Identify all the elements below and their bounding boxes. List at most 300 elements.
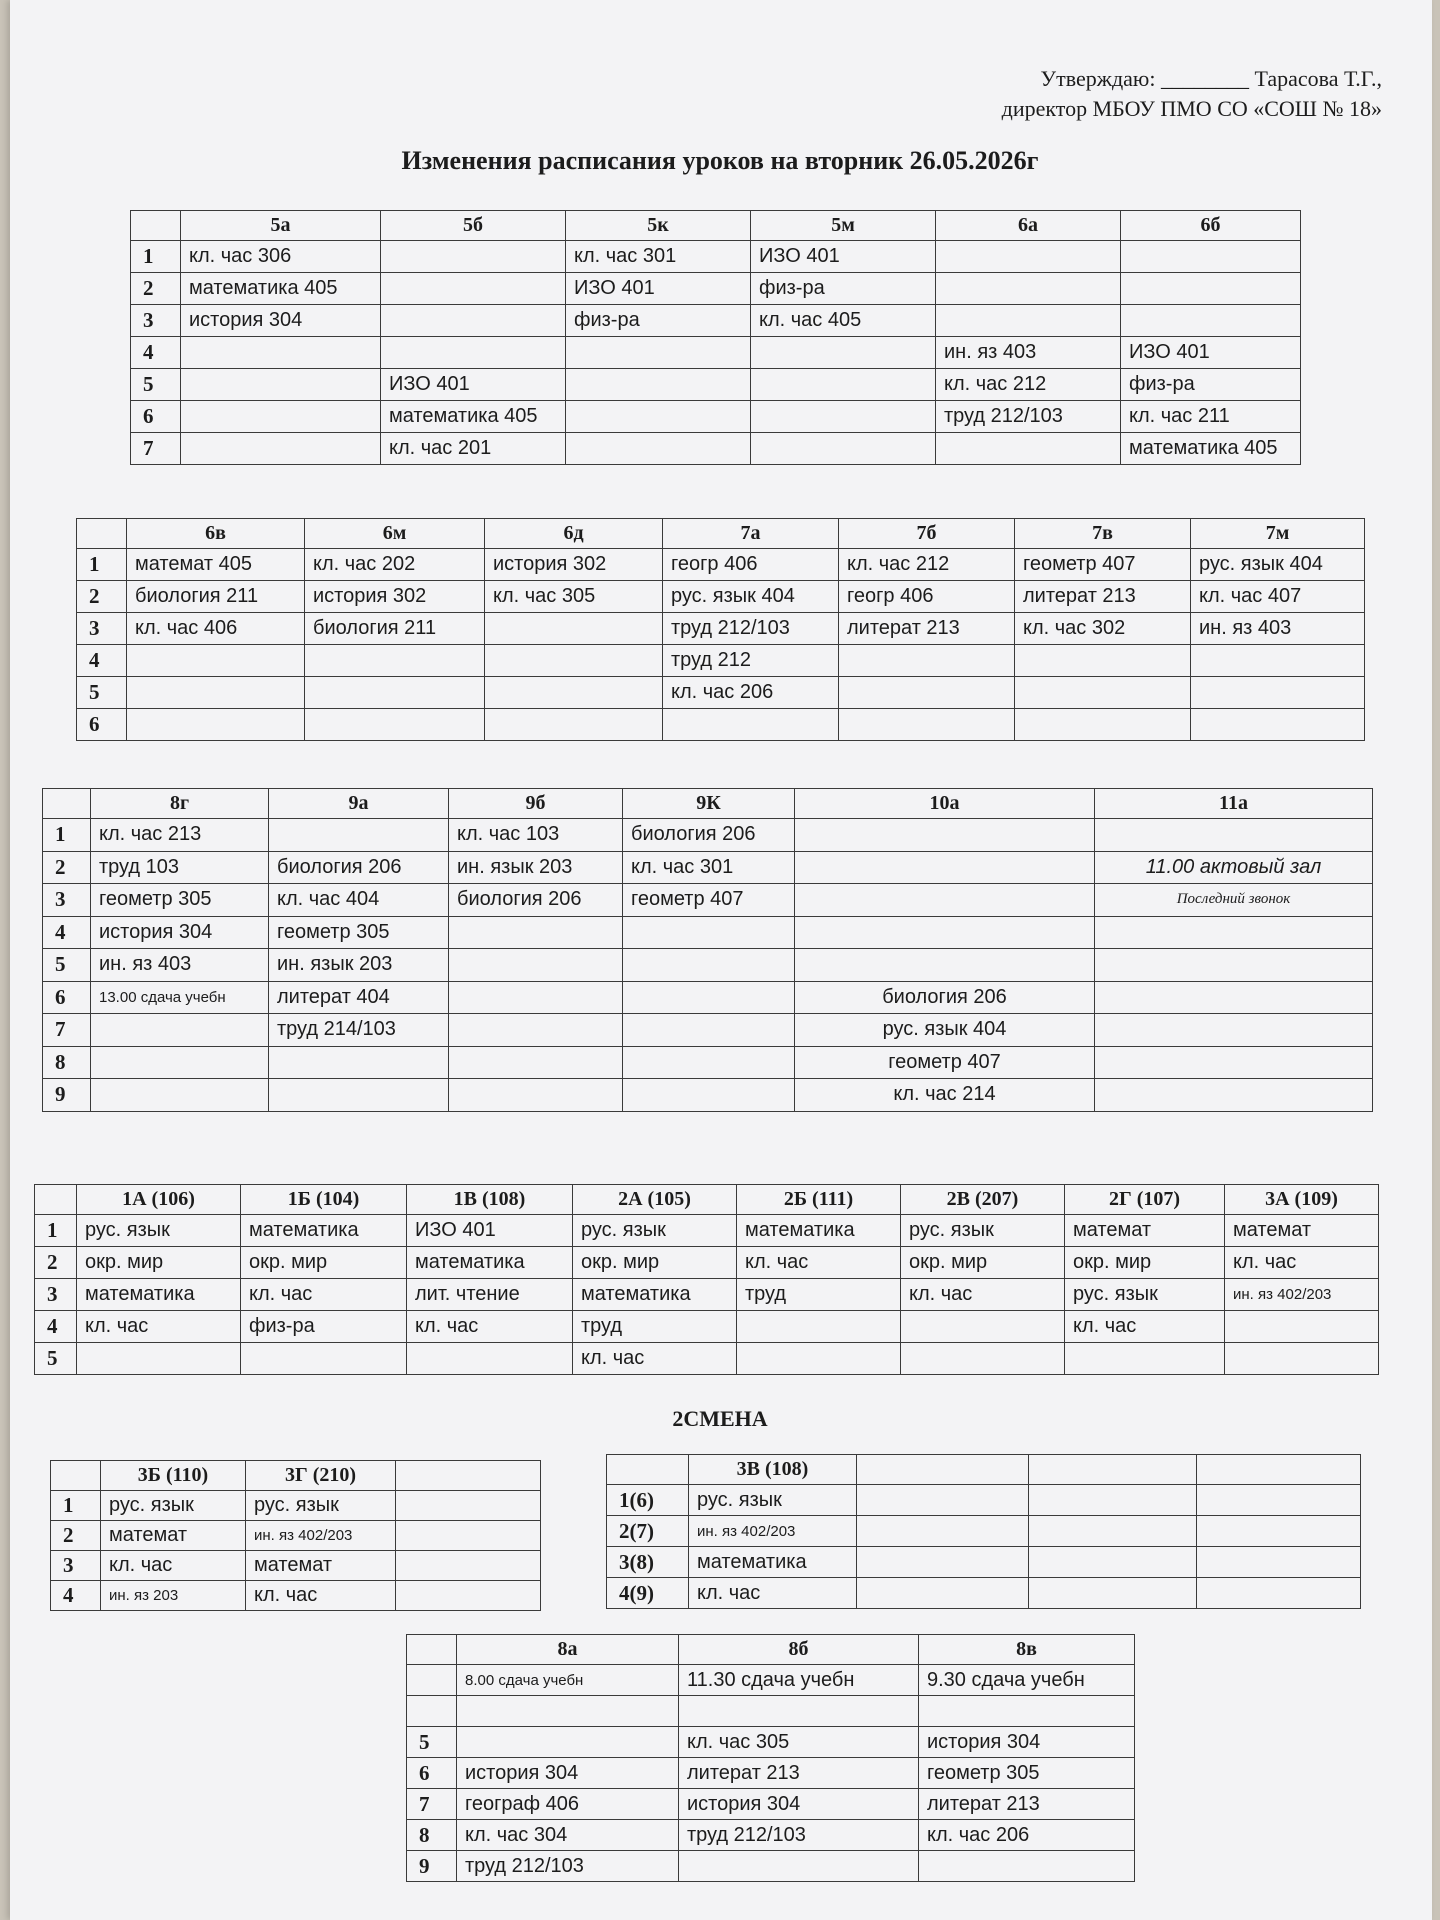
class-header: 2В (207) <box>901 1185 1065 1215</box>
lesson-cell <box>1225 1343 1379 1375</box>
lesson-cell <box>737 1343 901 1375</box>
lesson-number: 4 <box>35 1311 77 1343</box>
lesson-cell <box>269 1046 449 1079</box>
table-row <box>407 1665 1135 1696</box>
table-row <box>77 613 1365 645</box>
lesson-number: 3 <box>131 305 181 337</box>
lesson-cell <box>449 949 623 982</box>
lesson-cell: литерат 213 <box>839 613 1015 645</box>
table-row <box>77 677 1365 709</box>
lesson-cell: физ-ра <box>751 273 936 305</box>
lesson-cell <box>449 1046 623 1079</box>
class-header: 7м <box>1191 519 1365 549</box>
lesson-cell <box>1095 1014 1373 1047</box>
lesson-cell <box>91 1079 269 1112</box>
lesson-number: 1(6) <box>607 1485 689 1516</box>
schedule-table-3b-3g <box>50 1460 541 1611</box>
lesson-cell <box>936 241 1121 273</box>
lesson-cell: геогр 406 <box>839 581 1015 613</box>
class-header: 6б <box>1121 211 1301 241</box>
lesson-cell <box>936 305 1121 337</box>
lesson-cell <box>1191 645 1365 677</box>
lesson-cell <box>679 1851 919 1882</box>
lesson-number <box>407 1696 457 1727</box>
lesson-cell: математика <box>77 1279 241 1311</box>
lesson-cell <box>77 1343 241 1375</box>
lesson-cell <box>751 433 936 465</box>
lesson-number: 1 <box>35 1215 77 1247</box>
lesson-cell: кл. час 213 <box>91 819 269 852</box>
table-row <box>131 241 1301 273</box>
class-header: 2Б (111) <box>737 1185 901 1215</box>
lesson-number: 3(8) <box>607 1547 689 1578</box>
lesson-cell <box>936 433 1121 465</box>
lesson-cell: кл. час <box>901 1279 1065 1311</box>
lesson-cell <box>901 1311 1065 1343</box>
lesson-cell <box>751 369 936 401</box>
lesson-number: 1 <box>43 819 91 852</box>
lesson-cell: ин. яз 203 <box>101 1581 246 1611</box>
lesson-cell <box>795 949 1095 982</box>
table-row <box>407 1696 1135 1727</box>
lesson-cell: окр. мир <box>573 1247 737 1279</box>
lesson-cell <box>1015 677 1191 709</box>
lesson-cell: труд 212/103 <box>663 613 839 645</box>
lesson-cell <box>127 645 305 677</box>
table-row <box>607 1485 1361 1516</box>
lesson-cell <box>623 1014 795 1047</box>
table-row <box>407 1820 1135 1851</box>
lesson-cell: геометр 407 <box>1015 549 1191 581</box>
lesson-cell: географ 406 <box>457 1789 679 1820</box>
lesson-cell: геометр 407 <box>795 1046 1095 1079</box>
class-header: 7в <box>1015 519 1191 549</box>
lesson-cell: история 304 <box>679 1789 919 1820</box>
lesson-cell <box>857 1516 1029 1547</box>
lesson-cell <box>751 337 936 369</box>
approval-block <box>1002 64 1382 124</box>
lesson-cell <box>1029 1578 1197 1609</box>
class-header: 5а <box>181 211 381 241</box>
lesson-cell <box>396 1491 541 1521</box>
lesson-cell: кл. час 301 <box>623 851 795 884</box>
class-header <box>396 1461 541 1491</box>
lesson-cell <box>181 433 381 465</box>
lesson-cell: труд 103 <box>91 851 269 884</box>
lesson-cell <box>181 401 381 433</box>
table-row <box>131 337 1301 369</box>
class-header <box>857 1455 1029 1485</box>
lesson-cell: кл. час <box>101 1551 246 1581</box>
lesson-cell: кл. час 211 <box>1121 401 1301 433</box>
lesson-cell <box>1015 709 1191 741</box>
class-header: 3В (108) <box>689 1455 857 1485</box>
table-row <box>607 1516 1361 1547</box>
lesson-number: 2 <box>43 851 91 884</box>
lesson-number: 2 <box>131 273 181 305</box>
lesson-cell: кл. час 404 <box>269 884 449 917</box>
table-row <box>51 1491 541 1521</box>
class-header: 5к <box>566 211 751 241</box>
table-row <box>51 1551 541 1581</box>
lesson-cell <box>839 677 1015 709</box>
lesson-cell <box>449 916 623 949</box>
lesson-cell: ИЗО 401 <box>1121 337 1301 369</box>
class-header: 6м <box>305 519 485 549</box>
lesson-cell: ин. яз 403 <box>91 949 269 982</box>
lesson-cell: кл. час <box>1225 1247 1379 1279</box>
lesson-cell <box>663 709 839 741</box>
lesson-cell <box>407 1343 573 1375</box>
lesson-cell: математ <box>101 1521 246 1551</box>
lesson-number: 3 <box>51 1551 101 1581</box>
lesson-number: 1 <box>77 549 127 581</box>
table-header-row <box>43 789 1373 819</box>
lesson-cell <box>1197 1578 1361 1609</box>
lesson-cell: рус. язык 404 <box>795 1014 1095 1047</box>
lesson-cell <box>623 949 795 982</box>
table-row <box>43 981 1373 1014</box>
table-row <box>35 1247 1379 1279</box>
lesson-cell <box>181 369 381 401</box>
lesson-cell <box>795 851 1095 884</box>
table-row <box>407 1758 1135 1789</box>
class-header: 5б <box>381 211 566 241</box>
document-title: Изменения расписания уроков на вторник 26.05.2026г <box>401 146 1039 175</box>
lesson-cell: рус. язык <box>101 1491 246 1521</box>
lesson-number: 6 <box>43 981 91 1014</box>
class-header: 9б <box>449 789 623 819</box>
lesson-cell: математика 405 <box>181 273 381 305</box>
lesson-cell: рус. язык <box>573 1215 737 1247</box>
lesson-cell: 8.00 сдача учебн <box>457 1665 679 1696</box>
class-header: 7б <box>839 519 1015 549</box>
table-row <box>131 305 1301 337</box>
lesson-cell <box>795 884 1095 917</box>
lesson-cell: труд 212 <box>663 645 839 677</box>
lesson-cell <box>1095 1079 1373 1112</box>
lesson-cell: математика 405 <box>381 401 566 433</box>
lesson-number: 5 <box>407 1727 457 1758</box>
lesson-cell <box>566 337 751 369</box>
lesson-cell <box>623 916 795 949</box>
lesson-cell <box>91 1014 269 1047</box>
lesson-cell <box>485 645 663 677</box>
lesson-cell: ин. язык 203 <box>269 949 449 982</box>
lesson-cell <box>1225 1311 1379 1343</box>
lesson-cell <box>857 1485 1029 1516</box>
lesson-cell: математика <box>407 1247 573 1279</box>
schedule-table-5-6 <box>130 210 1301 465</box>
lesson-cell <box>1197 1516 1361 1547</box>
lesson-cell <box>1197 1485 1361 1516</box>
lesson-cell <box>381 241 566 273</box>
table-row <box>35 1215 1379 1247</box>
lesson-cell: кл. час 406 <box>127 613 305 645</box>
lesson-cell: рус. язык <box>901 1215 1065 1247</box>
lesson-cell: кл. час 202 <box>305 549 485 581</box>
table-row <box>407 1851 1135 1882</box>
lesson-cell <box>1015 645 1191 677</box>
lesson-cell <box>485 709 663 741</box>
lesson-number: 4 <box>51 1581 101 1611</box>
lesson-cell: история 304 <box>181 305 381 337</box>
lesson-cell: математика <box>573 1279 737 1311</box>
table-row <box>77 709 1365 741</box>
lesson-cell: кл. час 103 <box>449 819 623 852</box>
table-row <box>77 645 1365 677</box>
lesson-cell <box>1095 819 1373 852</box>
lesson-cell <box>623 1079 795 1112</box>
lesson-number: 5 <box>43 949 91 982</box>
lesson-cell: 13.00 сдача учебн <box>91 981 269 1014</box>
lesson-cell <box>751 401 936 433</box>
lesson-number: 4 <box>43 916 91 949</box>
lesson-cell: биология 211 <box>127 581 305 613</box>
lesson-cell <box>737 1311 901 1343</box>
lesson-cell <box>566 401 751 433</box>
lesson-cell: ИЗО 401 <box>407 1215 573 1247</box>
table-row <box>35 1343 1379 1375</box>
class-header: 6в <box>127 519 305 549</box>
lesson-cell: кл. час <box>689 1578 857 1609</box>
lesson-cell <box>857 1547 1029 1578</box>
lesson-cell: кл. час 407 <box>1191 581 1365 613</box>
lesson-number: 9 <box>407 1851 457 1882</box>
approval-line-1: Утверждаю: ________ Тарасова Т.Г., <box>1040 66 1382 91</box>
lesson-number: 6 <box>77 709 127 741</box>
lesson-cell: ИЗО 401 <box>381 369 566 401</box>
lesson-cell: литерат 213 <box>679 1758 919 1789</box>
lesson-cell <box>1191 709 1365 741</box>
lesson-cell <box>449 981 623 1014</box>
lesson-cell <box>679 1696 919 1727</box>
lesson-cell <box>795 819 1095 852</box>
lesson-cell: история 304 <box>457 1758 679 1789</box>
lesson-cell: кл. час 305 <box>679 1727 919 1758</box>
lesson-cell: кл. час 304 <box>457 1820 679 1851</box>
table-row <box>77 581 1365 613</box>
lesson-cell: труд <box>737 1279 901 1311</box>
table-row <box>131 433 1301 465</box>
lesson-cell <box>457 1727 679 1758</box>
class-header: 6а <box>936 211 1121 241</box>
table-row <box>131 273 1301 305</box>
schedule-table-8a-8v <box>406 1634 1135 1882</box>
lesson-cell <box>936 273 1121 305</box>
lesson-cell: литерат 404 <box>269 981 449 1014</box>
table-row <box>51 1581 541 1611</box>
lesson-number: 6 <box>131 401 181 433</box>
lesson-cell: кл. час 201 <box>381 433 566 465</box>
lesson-number: 3 <box>43 884 91 917</box>
lesson-cell: окр. мир <box>77 1247 241 1279</box>
lesson-number: 4 <box>77 645 127 677</box>
class-header: 5м <box>751 211 936 241</box>
lesson-cell: математика <box>689 1547 857 1578</box>
lesson-cell: геометр 305 <box>919 1758 1135 1789</box>
schedule-table-3v <box>606 1454 1361 1609</box>
lesson-cell: рус. язык <box>1065 1279 1225 1311</box>
table-header-row <box>77 519 1365 549</box>
table-row <box>43 884 1373 917</box>
table-row <box>131 401 1301 433</box>
lesson-number: 2 <box>35 1247 77 1279</box>
lesson-cell <box>839 709 1015 741</box>
class-header: 1В (108) <box>407 1185 573 1215</box>
lesson-number: 7 <box>131 433 181 465</box>
lesson-cell <box>457 1696 679 1727</box>
lesson-cell: биология 206 <box>795 981 1095 1014</box>
lesson-number: 4(9) <box>607 1578 689 1609</box>
lesson-cell: рус. язык <box>689 1485 857 1516</box>
class-header: 10а <box>795 789 1095 819</box>
table-row <box>607 1547 1361 1578</box>
class-header: 1А (106) <box>77 1185 241 1215</box>
lesson-cell: математика 405 <box>1121 433 1301 465</box>
lesson-cell: кл. час 306 <box>181 241 381 273</box>
lesson-cell: кл. час 301 <box>566 241 751 273</box>
lesson-cell <box>485 677 663 709</box>
class-header: 8в <box>919 1635 1135 1665</box>
schedule-table-8-11 <box>42 788 1373 1112</box>
table-row <box>43 1046 1373 1079</box>
lesson-cell: математика <box>737 1215 901 1247</box>
lesson-number: 5 <box>35 1343 77 1375</box>
lesson-cell <box>241 1343 407 1375</box>
lesson-number: 2 <box>51 1521 101 1551</box>
lesson-cell <box>305 709 485 741</box>
lesson-number: 1 <box>131 241 181 273</box>
lesson-number: 2 <box>77 581 127 613</box>
lesson-number: 1 <box>51 1491 101 1521</box>
table-row <box>607 1578 1361 1609</box>
lesson-cell: 9.30 сдача учебн <box>919 1665 1135 1696</box>
lesson-cell: кл. час <box>77 1311 241 1343</box>
lesson-cell: ин. яз 402/203 <box>689 1516 857 1547</box>
lesson-cell: рус. язык 404 <box>1191 549 1365 581</box>
lesson-cell: труд 214/103 <box>269 1014 449 1047</box>
table-header-row <box>607 1455 1361 1485</box>
class-header: 9а <box>269 789 449 819</box>
table-header-row <box>131 211 1301 241</box>
table-row <box>407 1727 1135 1758</box>
class-header: 1Б (104) <box>241 1185 407 1215</box>
lesson-number: 7 <box>407 1789 457 1820</box>
class-header: 3Г (210) <box>246 1461 396 1491</box>
lesson-cell: ин. яз 402/203 <box>1225 1279 1379 1311</box>
lesson-cell: окр. мир <box>901 1247 1065 1279</box>
lesson-cell <box>127 709 305 741</box>
lesson-cell <box>396 1521 541 1551</box>
class-header: 8г <box>91 789 269 819</box>
lesson-cell: кл. час 206 <box>919 1820 1135 1851</box>
lesson-cell <box>305 677 485 709</box>
lesson-cell: геометр 407 <box>623 884 795 917</box>
table-row <box>35 1311 1379 1343</box>
table-row <box>43 916 1373 949</box>
lesson-cell <box>1029 1485 1197 1516</box>
class-header: 9К <box>623 789 795 819</box>
class-header: 6д <box>485 519 663 549</box>
lesson-cell: Последний звонок <box>1095 884 1373 917</box>
lesson-cell: кл. час <box>407 1311 573 1343</box>
table-row <box>51 1521 541 1551</box>
lesson-cell: кл. час <box>246 1581 396 1611</box>
lesson-cell: труд 212/103 <box>679 1820 919 1851</box>
lesson-number: 4 <box>131 337 181 369</box>
class-header: 2Г (107) <box>1065 1185 1225 1215</box>
lesson-cell <box>1065 1343 1225 1375</box>
lesson-cell <box>857 1578 1029 1609</box>
lesson-cell: ин. яз 403 <box>936 337 1121 369</box>
lesson-number: 7 <box>43 1014 91 1047</box>
lesson-cell: математика <box>241 1215 407 1247</box>
lesson-number: 6 <box>407 1758 457 1789</box>
lesson-cell: кл. час 305 <box>485 581 663 613</box>
lesson-cell: ИЗО 401 <box>751 241 936 273</box>
lesson-cell: биология 206 <box>449 884 623 917</box>
lesson-cell: труд <box>573 1311 737 1343</box>
table-row <box>43 819 1373 852</box>
lesson-cell: 11.30 сдача учебн <box>679 1665 919 1696</box>
lesson-number: 3 <box>35 1279 77 1311</box>
lesson-number: 8 <box>407 1820 457 1851</box>
lesson-cell: биология 206 <box>623 819 795 852</box>
lesson-cell: ин. яз 402/203 <box>246 1521 396 1551</box>
lesson-cell <box>381 273 566 305</box>
lesson-cell: рус. язык <box>77 1215 241 1247</box>
schedule-table-6-7 <box>76 518 1365 741</box>
lesson-cell <box>381 305 566 337</box>
lesson-cell <box>919 1696 1135 1727</box>
lesson-cell: кл. час 206 <box>663 677 839 709</box>
schedule-table-primary <box>34 1184 1379 1375</box>
table-row <box>43 949 1373 982</box>
lesson-cell <box>1095 981 1373 1014</box>
class-header <box>1197 1455 1361 1485</box>
class-header: 3Б (110) <box>101 1461 246 1491</box>
lesson-cell: литерат 213 <box>1015 581 1191 613</box>
lesson-cell: физ-ра <box>241 1311 407 1343</box>
approval-line-2: директор МБОУ ПМО СО «СОШ № 18» <box>1001 96 1382 121</box>
lesson-cell <box>305 645 485 677</box>
lesson-cell: математ <box>1065 1215 1225 1247</box>
lesson-cell: биология 211 <box>305 613 485 645</box>
lesson-cell <box>919 1851 1135 1882</box>
lesson-cell <box>91 1046 269 1079</box>
table-row <box>407 1789 1135 1820</box>
lesson-cell: кл. час <box>573 1343 737 1375</box>
lesson-cell: история 304 <box>91 916 269 949</box>
lesson-number: 9 <box>43 1079 91 1112</box>
lesson-cell <box>127 677 305 709</box>
table-row <box>77 549 1365 581</box>
lesson-cell: труд 212/103 <box>457 1851 679 1882</box>
lesson-cell <box>623 1046 795 1079</box>
lesson-cell: математ <box>246 1551 396 1581</box>
table-row <box>43 851 1373 884</box>
lesson-cell <box>566 433 751 465</box>
lesson-cell: ИЗО 401 <box>566 273 751 305</box>
lesson-cell: кл. час <box>737 1247 901 1279</box>
lesson-cell <box>901 1343 1065 1375</box>
lesson-cell <box>839 645 1015 677</box>
lesson-cell <box>269 819 449 852</box>
table-row <box>43 1014 1373 1047</box>
lesson-cell: геогр 406 <box>663 549 839 581</box>
lesson-cell: история 302 <box>305 581 485 613</box>
